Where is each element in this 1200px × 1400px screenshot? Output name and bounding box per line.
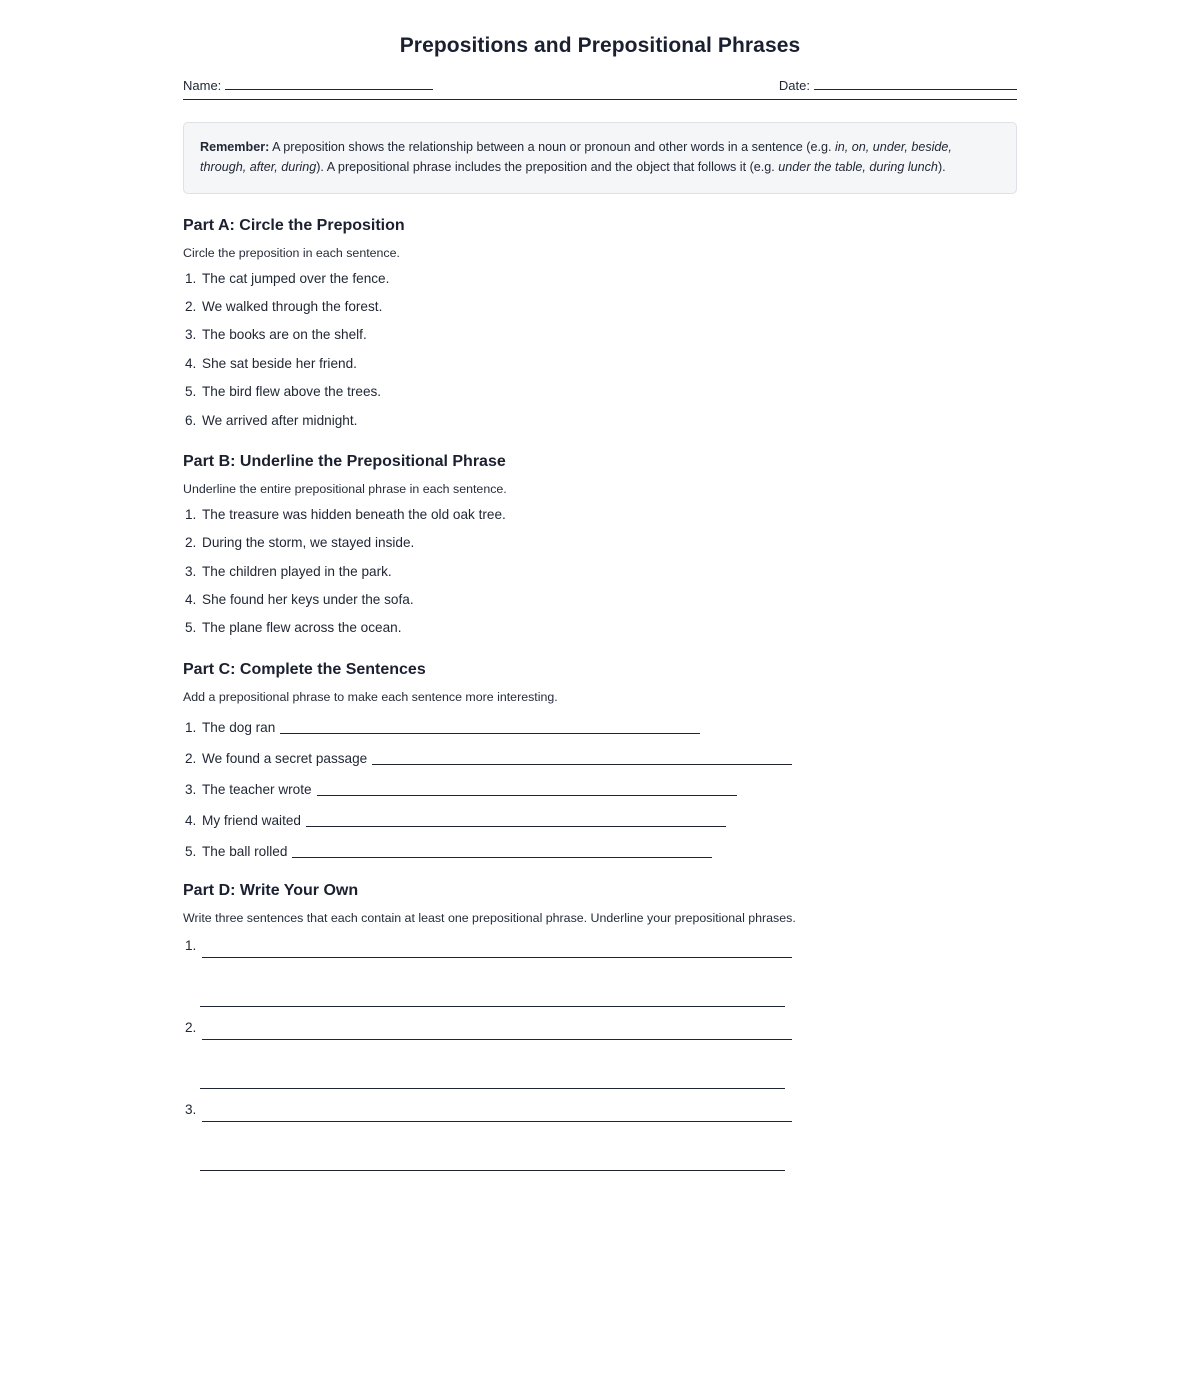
write-blank-line[interactable]: [202, 1022, 792, 1040]
item-text: The ball rolled: [202, 843, 288, 859]
list-item: [183, 563, 1017, 581]
name-field[interactable]: [183, 78, 433, 93]
item-text: The treasure was hidden beneath the old oak tree.: [202, 506, 506, 522]
answer-blank[interactable]: [372, 752, 792, 765]
item-number: 4.: [185, 812, 197, 828]
list-item: [183, 844, 1017, 859]
list-item: [183, 619, 1017, 637]
item-number: 2.: [185, 1019, 197, 1035]
section-part-a: [183, 217, 1017, 430]
section-instruction-part-d: Write three sentences that each contain at least one prepositional phrase. Underline your prepositional phrases.: [183, 910, 796, 925]
answer-blank[interactable]: [292, 845, 712, 858]
date-blank-line[interactable]: [814, 89, 1017, 90]
item-text: She sat beside her friend.: [202, 355, 357, 371]
list-item: [183, 270, 1017, 288]
item-text: We found a secret passage: [202, 750, 368, 766]
item-number: 1.: [185, 270, 197, 286]
header-divider: [183, 99, 1017, 100]
section-title-part-b: Part B: Underline the Prepositional Phrase: [183, 452, 506, 470]
item-number: 4.: [185, 355, 197, 371]
write-blank-line[interactable]: [200, 1071, 785, 1089]
date-field[interactable]: [779, 78, 1017, 93]
item-number: 2.: [185, 535, 197, 551]
item-number: 1.: [185, 719, 197, 735]
item-number: 2.: [185, 299, 197, 315]
list-item: [183, 1019, 1017, 1089]
list-item: [183, 355, 1017, 373]
fill-in-list-part-c: [183, 720, 1017, 859]
worksheet-content: [183, 0, 1017, 1171]
section-instruction-part-c: Add a prepositional phrase to make each sentence more interesting.: [183, 689, 558, 704]
name-blank-line[interactable]: [225, 89, 433, 90]
item-number: 1.: [185, 506, 197, 522]
item-text: The children played in the park.: [202, 563, 392, 579]
item-text: The bird flew above the trees.: [202, 384, 382, 400]
item-text: The plane flew across the ocean.: [202, 620, 402, 636]
question-list-part-b: [183, 506, 1017, 638]
section-part-c: [183, 661, 1017, 859]
list-item: [183, 751, 1017, 766]
remember-text-2: ). A prepositional phrase includes the preposition and the object that follows it (e.g.: [316, 160, 779, 175]
item-number: 5.: [185, 620, 197, 636]
section-instruction-part-b: Underline the entire prepositional phrase in each sentence.: [183, 481, 507, 496]
item-text: The dog ran: [202, 719, 276, 735]
list-item: [183, 720, 1017, 735]
list-item: [183, 782, 1017, 797]
answer-blank[interactable]: [306, 814, 726, 827]
list-item: [183, 591, 1017, 609]
item-number: 3.: [185, 327, 197, 343]
write-blank-line[interactable]: [202, 1104, 792, 1122]
item-text: The books are on the shelf.: [202, 327, 367, 343]
item-number: 3.: [185, 781, 197, 797]
item-text: We arrived after midnight.: [202, 412, 358, 428]
remember-callout: [183, 122, 1017, 194]
item-text: We walked through the forest.: [202, 299, 383, 315]
item-number: 5.: [185, 384, 197, 400]
remember-label: Remember:: [200, 140, 270, 154]
answer-blank[interactable]: [317, 783, 737, 796]
list-item: [183, 1101, 1017, 1171]
remember-examples-1: in, on, under, beside, through, after, during: [200, 140, 952, 175]
item-number: 5.: [185, 843, 197, 859]
name-label: Name:: [183, 78, 222, 93]
item-text: The teacher wrote: [202, 781, 312, 797]
section-part-b: [183, 453, 1017, 638]
write-blank-line[interactable]: [200, 1153, 785, 1171]
item-number: 1.: [185, 937, 197, 953]
list-item: [183, 506, 1017, 524]
write-blank-line[interactable]: [202, 940, 792, 958]
item-number: 2.: [185, 750, 197, 766]
date-label: Date:: [778, 78, 810, 93]
item-number: 6.: [185, 412, 197, 428]
list-item: [183, 326, 1017, 344]
list-item: [183, 534, 1017, 552]
item-text: During the storm, we stayed inside.: [202, 535, 415, 551]
write-your-own-list: [183, 937, 1017, 1171]
section-title-part-a: Part A: Circle the Preposition: [183, 216, 405, 234]
remember-examples-2: under the table, during lunch: [778, 160, 938, 175]
remember-text-1: A preposition shows the relationship between a noun or pronoun and other words in a sentence (e.g.: [269, 140, 835, 154]
item-text: The cat jumped over the fence.: [202, 270, 390, 286]
section-title-part-d: Part D: Write Your Own: [183, 881, 359, 899]
section-instruction-part-a: Circle the preposition in each sentence.: [183, 245, 400, 260]
list-item: [183, 298, 1017, 316]
list-item: [183, 813, 1017, 828]
remember-text-3: ).: [937, 160, 946, 175]
section-title-part-c: Part C: Complete the Sentences: [183, 660, 426, 678]
page-title: Prepositions and Prepositional Phrases: [399, 34, 801, 57]
item-text: She found her keys under the sofa.: [202, 591, 414, 607]
item-number: 3.: [185, 563, 197, 579]
list-item: [183, 937, 1017, 1007]
name-date-row: [183, 78, 1017, 93]
item-number: 4.: [185, 591, 197, 607]
item-text: My friend waited: [202, 812, 301, 828]
question-list-part-a: [183, 270, 1017, 430]
write-blank-line[interactable]: [200, 989, 785, 1007]
answer-blank[interactable]: [280, 721, 700, 734]
list-item: [183, 383, 1017, 401]
item-number: 3.: [185, 1101, 197, 1117]
section-part-d: [183, 882, 1017, 1171]
list-item: [183, 412, 1017, 430]
